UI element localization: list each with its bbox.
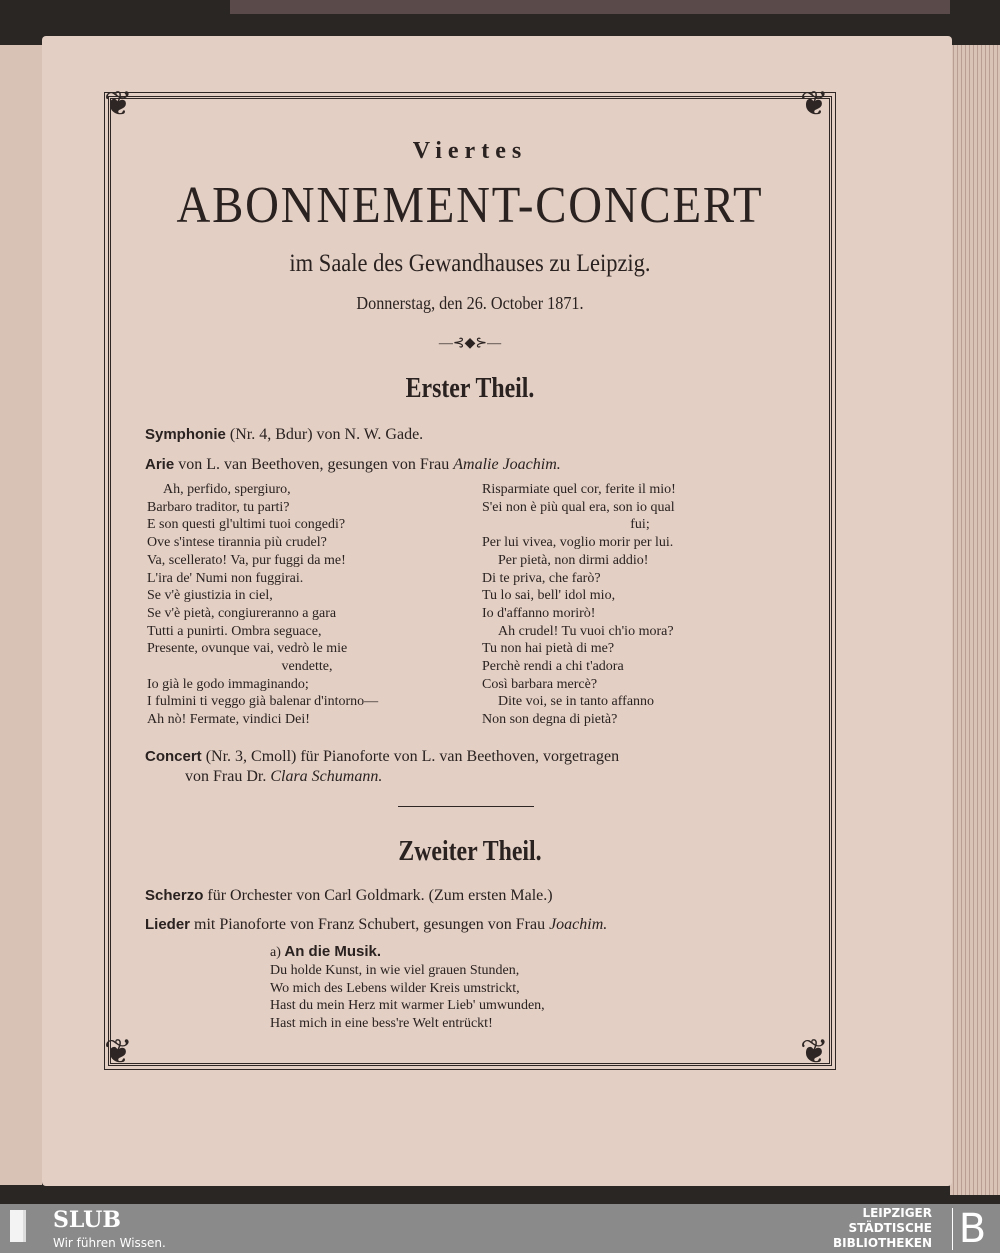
lyric-line: Non son degna di pietà? [482, 712, 618, 728]
lyric-line: Per lui vivea, voglio morir per lui. [482, 535, 674, 551]
poem [270, 962, 545, 1032]
lyric-line: Ah crudel! Tu vuoi ch'io mora? [498, 623, 674, 639]
lyric-line: S'ei non è più qual era, son io qual [482, 499, 675, 515]
lsb-name[interactable] [833, 1206, 932, 1251]
program-item-symphonie [145, 425, 805, 445]
song-name: An die Musik. [284, 943, 382, 960]
divider [398, 806, 534, 807]
page-title: ABONNEMENT-CONCERT [176, 177, 764, 234]
lyric-line: Presente, ovunque vai, vedrò le mie [147, 641, 348, 657]
lyric-line: fui; [630, 517, 650, 533]
lyric-line: Hast du mein Herz mit warmer Lieb' umwunden, [270, 998, 545, 1013]
previous-page-edge [0, 45, 42, 1185]
lyric-line: Dite voi, se in tanto affanno [498, 694, 655, 710]
program-item-concert [145, 747, 805, 787]
program-item-scherzo [145, 886, 805, 906]
corner-ornament-icon: ❦ [800, 1034, 829, 1071]
lyric-line: Tu non hai pietà di me? [482, 641, 615, 657]
footer-bar [0, 1204, 1000, 1253]
corner-ornament-icon: ❦ [800, 86, 829, 123]
lyric-line: Tu lo sai, bell' idol mio, [482, 588, 616, 604]
item-label: Lieder [145, 916, 191, 933]
book-cover-edge [230, 0, 950, 14]
lyric-line: Per pietà, non dirmi addio! [498, 552, 649, 568]
lyric-line: Tutti a punirti. Ombra seguace, [147, 623, 322, 639]
lyric-line: Io d'affanno morirò! [482, 605, 596, 621]
lyrics-left [147, 481, 467, 729]
lsb-line: BIBLIOTHEKEN [832, 1236, 932, 1250]
item-label: Scherzo [145, 887, 204, 904]
part2-heading: Zweiter Theil. [398, 836, 542, 867]
corner-ornament-icon: ❦ [104, 86, 133, 123]
lyric-line: L'ira de' Numi non fuggirai. [147, 570, 304, 586]
program-item-arie [145, 455, 805, 475]
program-item-lieder [145, 915, 805, 935]
item-text: mit Pianoforte von Franz Schubert, gesungen von Frau [194, 916, 546, 933]
lyric-line: Wo mich des Lebens wilder Kreis umstrickt, [270, 980, 520, 996]
lsb-logo-icon: B [952, 1208, 992, 1250]
performer: Clara Schumann. [270, 768, 383, 785]
lsb-line: LEIPZIGER [862, 1206, 932, 1220]
song-title [270, 942, 670, 963]
slub-book-icon [10, 1210, 26, 1242]
pre-title: Viertes [412, 138, 528, 164]
item-text: (Nr. 3, Cmoll) für Pianoforte von L. van Beethoven, vorgetragen [205, 748, 620, 765]
lyric-line: Risparmiate quel cor, ferite il mio! [482, 482, 676, 497]
slub-logo[interactable]: SLUB [53, 1207, 121, 1233]
item-label: Symphonie [145, 426, 226, 443]
lyric-line: Du holde Kunst, in wie viel grauen Stunden, [270, 963, 520, 978]
item-label: Arie [145, 456, 175, 473]
part1-heading: Erster Theil. [405, 373, 535, 404]
slub-tagline: Wir führen Wissen. [53, 1236, 166, 1250]
lsb-line: STÄDTISCHE [848, 1221, 932, 1235]
lyric-line: Se v'è giustizia in ciel, [147, 588, 273, 604]
item-text: von L. van Beethoven, gesungen von Frau [178, 456, 450, 473]
lyric-line: vendette, [281, 659, 333, 675]
lyric-line: I fulmini ti veggo già balenar d'intorno— [147, 694, 379, 710]
item-text: für Orchester von Carl Goldmark. (Zum ersten Male.) [207, 887, 553, 904]
item-text: von Frau Dr. [185, 768, 267, 785]
lyric-line: Di te priva, che farò? [482, 570, 601, 586]
venue: im Saale des Gewandhauses zu Leipzig. [289, 250, 651, 277]
item-label: Concert [145, 748, 202, 765]
lyric-line: Io già le godo immaginando; [147, 676, 309, 692]
lyric-line: Ove s'intese tirannia più crudel? [147, 535, 327, 551]
lyric-line: Barbaro traditor, tu parti? [147, 499, 290, 515]
item-text: (Nr. 4, Bdur) von N. W. Gade. [229, 426, 424, 443]
song-prefix: a) [270, 945, 281, 960]
lyrics-right [482, 481, 798, 729]
lyric-line: Va, scellerato! Va, pur fuggi da me! [147, 552, 346, 568]
page-stack-edges [950, 45, 1000, 1195]
date: Donnerstag, den 26. October 1871. [356, 293, 584, 313]
lyric-line: Perchè rendi a chi t'adora [482, 659, 624, 675]
lyric-line: E son questi gl'ultimi tuoi congedi? [147, 517, 346, 533]
singer: Amalie Joachim. [453, 456, 561, 473]
lyric-line: Se v'è pietà, congiureranno a gara [147, 605, 337, 621]
corner-ornament-icon: ❦ [104, 1034, 133, 1071]
lyric-line: Hast mich in eine bess're Welt entrückt! [270, 1015, 493, 1031]
singer: Joachim. [549, 916, 608, 933]
separator-ornament: —⊰◆⊱— [438, 336, 502, 351]
lyric-line: Ah nò! Fermate, vindici Dei! [147, 712, 310, 728]
lyric-line: Ah, perfido, spergiuro, [163, 482, 291, 497]
lyric-line: Così barbara mercè? [482, 676, 598, 692]
